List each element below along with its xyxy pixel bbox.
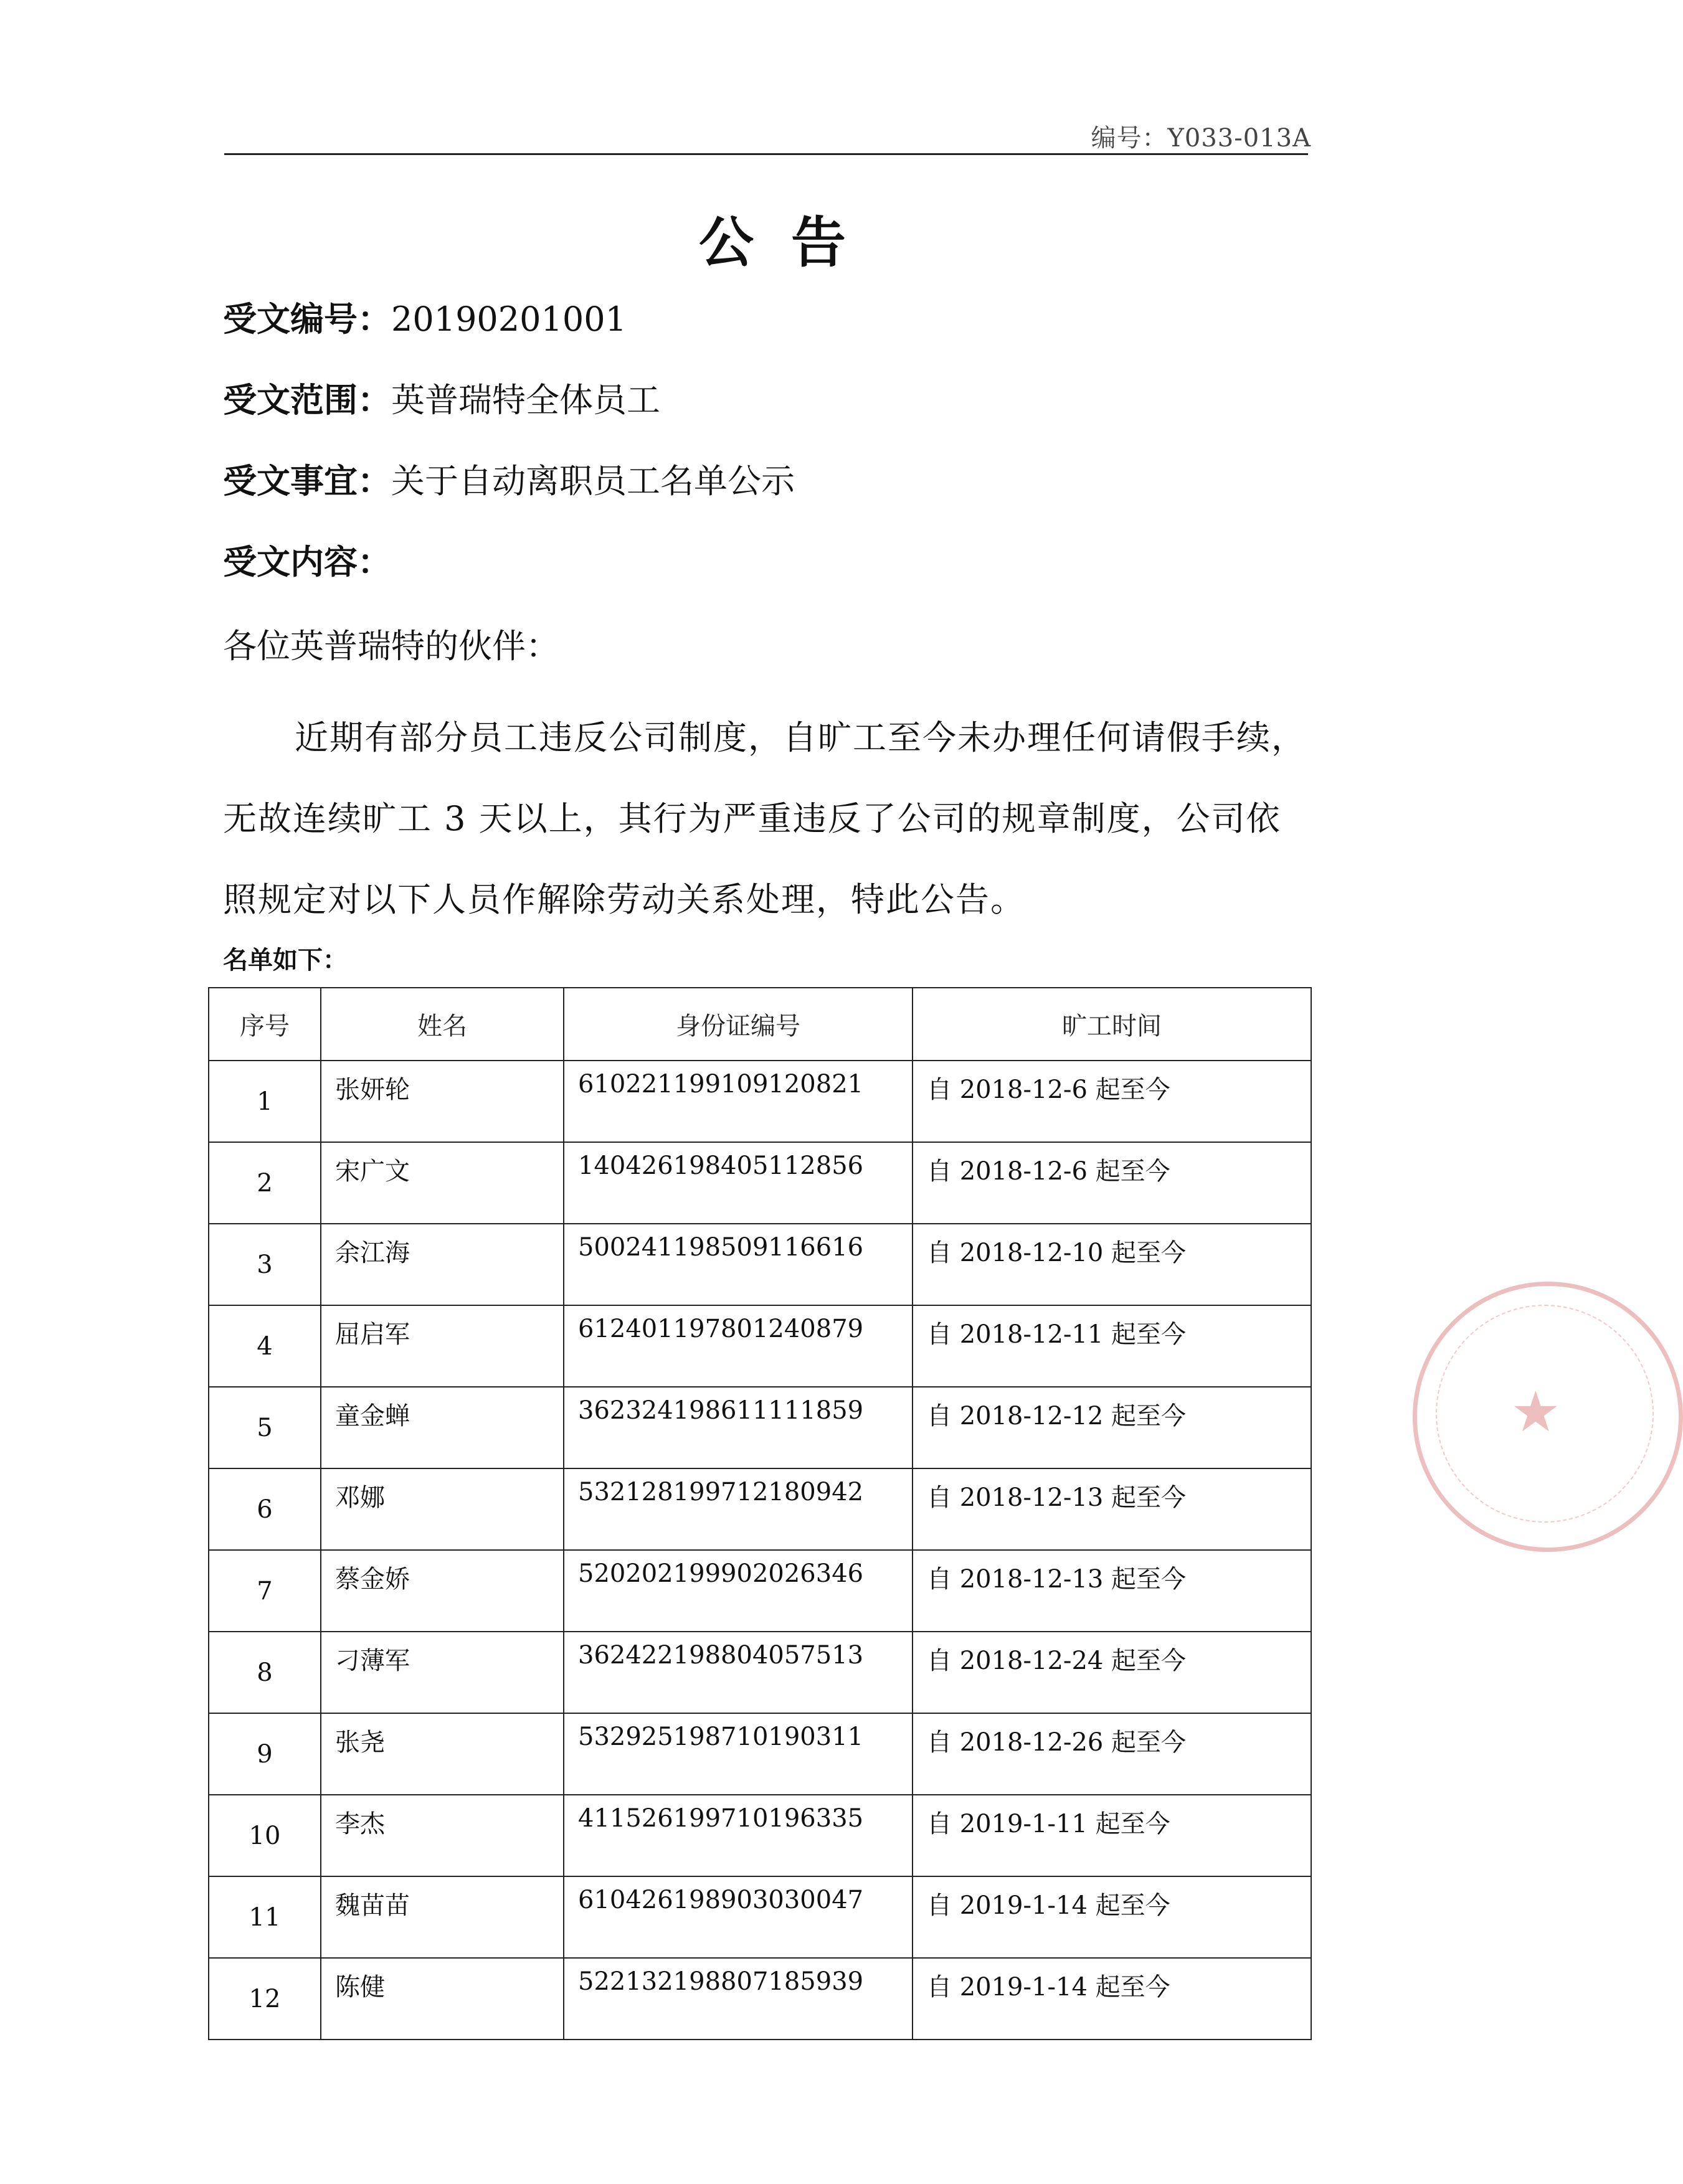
- cell-absence-time: 自 2019-1-14 起至今: [913, 1958, 1311, 2040]
- table-row: [209, 1876, 1311, 1958]
- cell-absence-time: 自 2018-12-6 起至今: [913, 1061, 1311, 1142]
- cell-name: 张尧: [321, 1713, 564, 1795]
- cell-absence-time: 自 2018-12-10 起至今: [913, 1224, 1311, 1305]
- table-row: [209, 1061, 1311, 1142]
- cell-seq: 10: [209, 1795, 321, 1876]
- cell-absence-time: 自 2018-12-13 起至今: [913, 1468, 1311, 1550]
- cell-absence-time: 自 2019-1-14 起至今: [913, 1876, 1311, 1958]
- header-seq: 序号: [209, 988, 321, 1061]
- cell-absence-time: 自 2019-1-11 起至今: [913, 1795, 1311, 1876]
- dismissal-table: [208, 987, 1312, 2040]
- cell-seq: 6: [209, 1468, 321, 1550]
- table-row: [209, 1224, 1311, 1305]
- cell-seq: 5: [209, 1387, 321, 1468]
- cell-id-number: 362324198611111859: [564, 1387, 913, 1468]
- table-row: [209, 1550, 1311, 1632]
- cell-id-number: 500241198509116616: [564, 1224, 913, 1305]
- table-row: [209, 1632, 1311, 1713]
- cell-absence-time: 自 2018-12-11 起至今: [913, 1305, 1311, 1387]
- cell-name: 张妍轮: [321, 1061, 564, 1142]
- cell-id-number: 522132198807185939: [564, 1958, 913, 2040]
- header-absence-time: 旷工时间: [913, 988, 1311, 1061]
- table-row: [209, 1468, 1311, 1550]
- cell-seq: 9: [209, 1713, 321, 1795]
- table-header-row: [209, 988, 1311, 1061]
- table-row: [209, 1142, 1311, 1224]
- table-row: [209, 1387, 1311, 1468]
- header-rule: [224, 153, 1308, 155]
- cell-name: 刁薄军: [321, 1632, 564, 1713]
- cell-id-number: 532925198710190311: [564, 1713, 913, 1795]
- field-subject: [223, 455, 795, 503]
- cell-id-number: 520202199902026346: [564, 1550, 913, 1632]
- cell-name: 童金蝉: [321, 1387, 564, 1468]
- header-id-number: 身份证编号: [564, 988, 913, 1061]
- page-title: 公告: [698, 210, 883, 275]
- field-doc-number: [223, 293, 627, 341]
- cell-seq: 7: [209, 1550, 321, 1632]
- document-number: 编号：Y033-013A: [1091, 124, 1311, 153]
- field-label: 受文内容：: [223, 542, 391, 582]
- table-row: [209, 1305, 1311, 1387]
- company-seal: [1413, 1282, 1683, 1552]
- field-label: 受文范围：: [223, 381, 391, 420]
- list-heading: 名单如下：: [223, 946, 348, 975]
- cell-name: 陈健: [321, 1958, 564, 2040]
- field-content: [223, 536, 391, 584]
- table-row: [209, 1795, 1311, 1876]
- greeting: 各位英普瑞特的伙伴：: [223, 626, 559, 666]
- cell-id-number: 362422198804057513: [564, 1632, 913, 1713]
- cell-absence-time: 自 2018-12-6 起至今: [913, 1142, 1311, 1224]
- header-name: 姓名: [321, 988, 564, 1061]
- field-scope: [223, 374, 660, 422]
- cell-name: 李杰: [321, 1795, 564, 1876]
- field-label: 受文事宜：: [223, 461, 391, 501]
- cell-seq: 11: [209, 1876, 321, 1958]
- cell-seq: 8: [209, 1632, 321, 1713]
- cell-seq: 2: [209, 1142, 321, 1224]
- field-value: 20190201001: [391, 300, 627, 339]
- cell-id-number: 411526199710196335: [564, 1795, 913, 1876]
- cell-id-number: 610221199109120821: [564, 1061, 913, 1142]
- cell-name: 蔡金娇: [321, 1550, 564, 1632]
- cell-absence-time: 自 2018-12-13 起至今: [913, 1550, 1311, 1632]
- cell-id-number: 140426198405112856: [564, 1142, 913, 1224]
- cell-name: 余江海: [321, 1224, 564, 1305]
- cell-id-number: 612401197801240879: [564, 1305, 913, 1387]
- cell-absence-time: 自 2018-12-24 起至今: [913, 1632, 1311, 1713]
- field-value: 英普瑞特全体员工: [391, 381, 660, 420]
- field-value: 关于自动离职员工名单公示: [391, 461, 795, 501]
- cell-absence-time: 自 2018-12-26 起至今: [913, 1713, 1311, 1795]
- cell-id-number: 610426198903030047: [564, 1876, 913, 1958]
- table-row: [209, 1713, 1311, 1795]
- table-row: [209, 1958, 1311, 2040]
- body-paragraph: 近期有部分员工违反公司制度，自旷工至今未办理任何请假手续，无故连续旷工 3 天以上，其行为严重违反了公司的规章制度，公司依照规定对以下人员作解除劳动关系处理，特此公告。: [223, 718, 1306, 919]
- cell-name: 屈启军: [321, 1305, 564, 1387]
- cell-seq: 4: [209, 1305, 321, 1387]
- cell-name: 宋广文: [321, 1142, 564, 1224]
- cell-seq: 12: [209, 1958, 321, 2040]
- field-label: 受文编号：: [223, 300, 391, 339]
- cell-id-number: 532128199712180942: [564, 1468, 913, 1550]
- cell-seq: 1: [209, 1061, 321, 1142]
- seal-star-icon: ★: [1510, 1379, 1561, 1445]
- cell-absence-time: 自 2018-12-12 起至今: [913, 1387, 1311, 1468]
- cell-name: 魏苗苗: [321, 1876, 564, 1958]
- cell-seq: 3: [209, 1224, 321, 1305]
- cell-name: 邓娜: [321, 1468, 564, 1550]
